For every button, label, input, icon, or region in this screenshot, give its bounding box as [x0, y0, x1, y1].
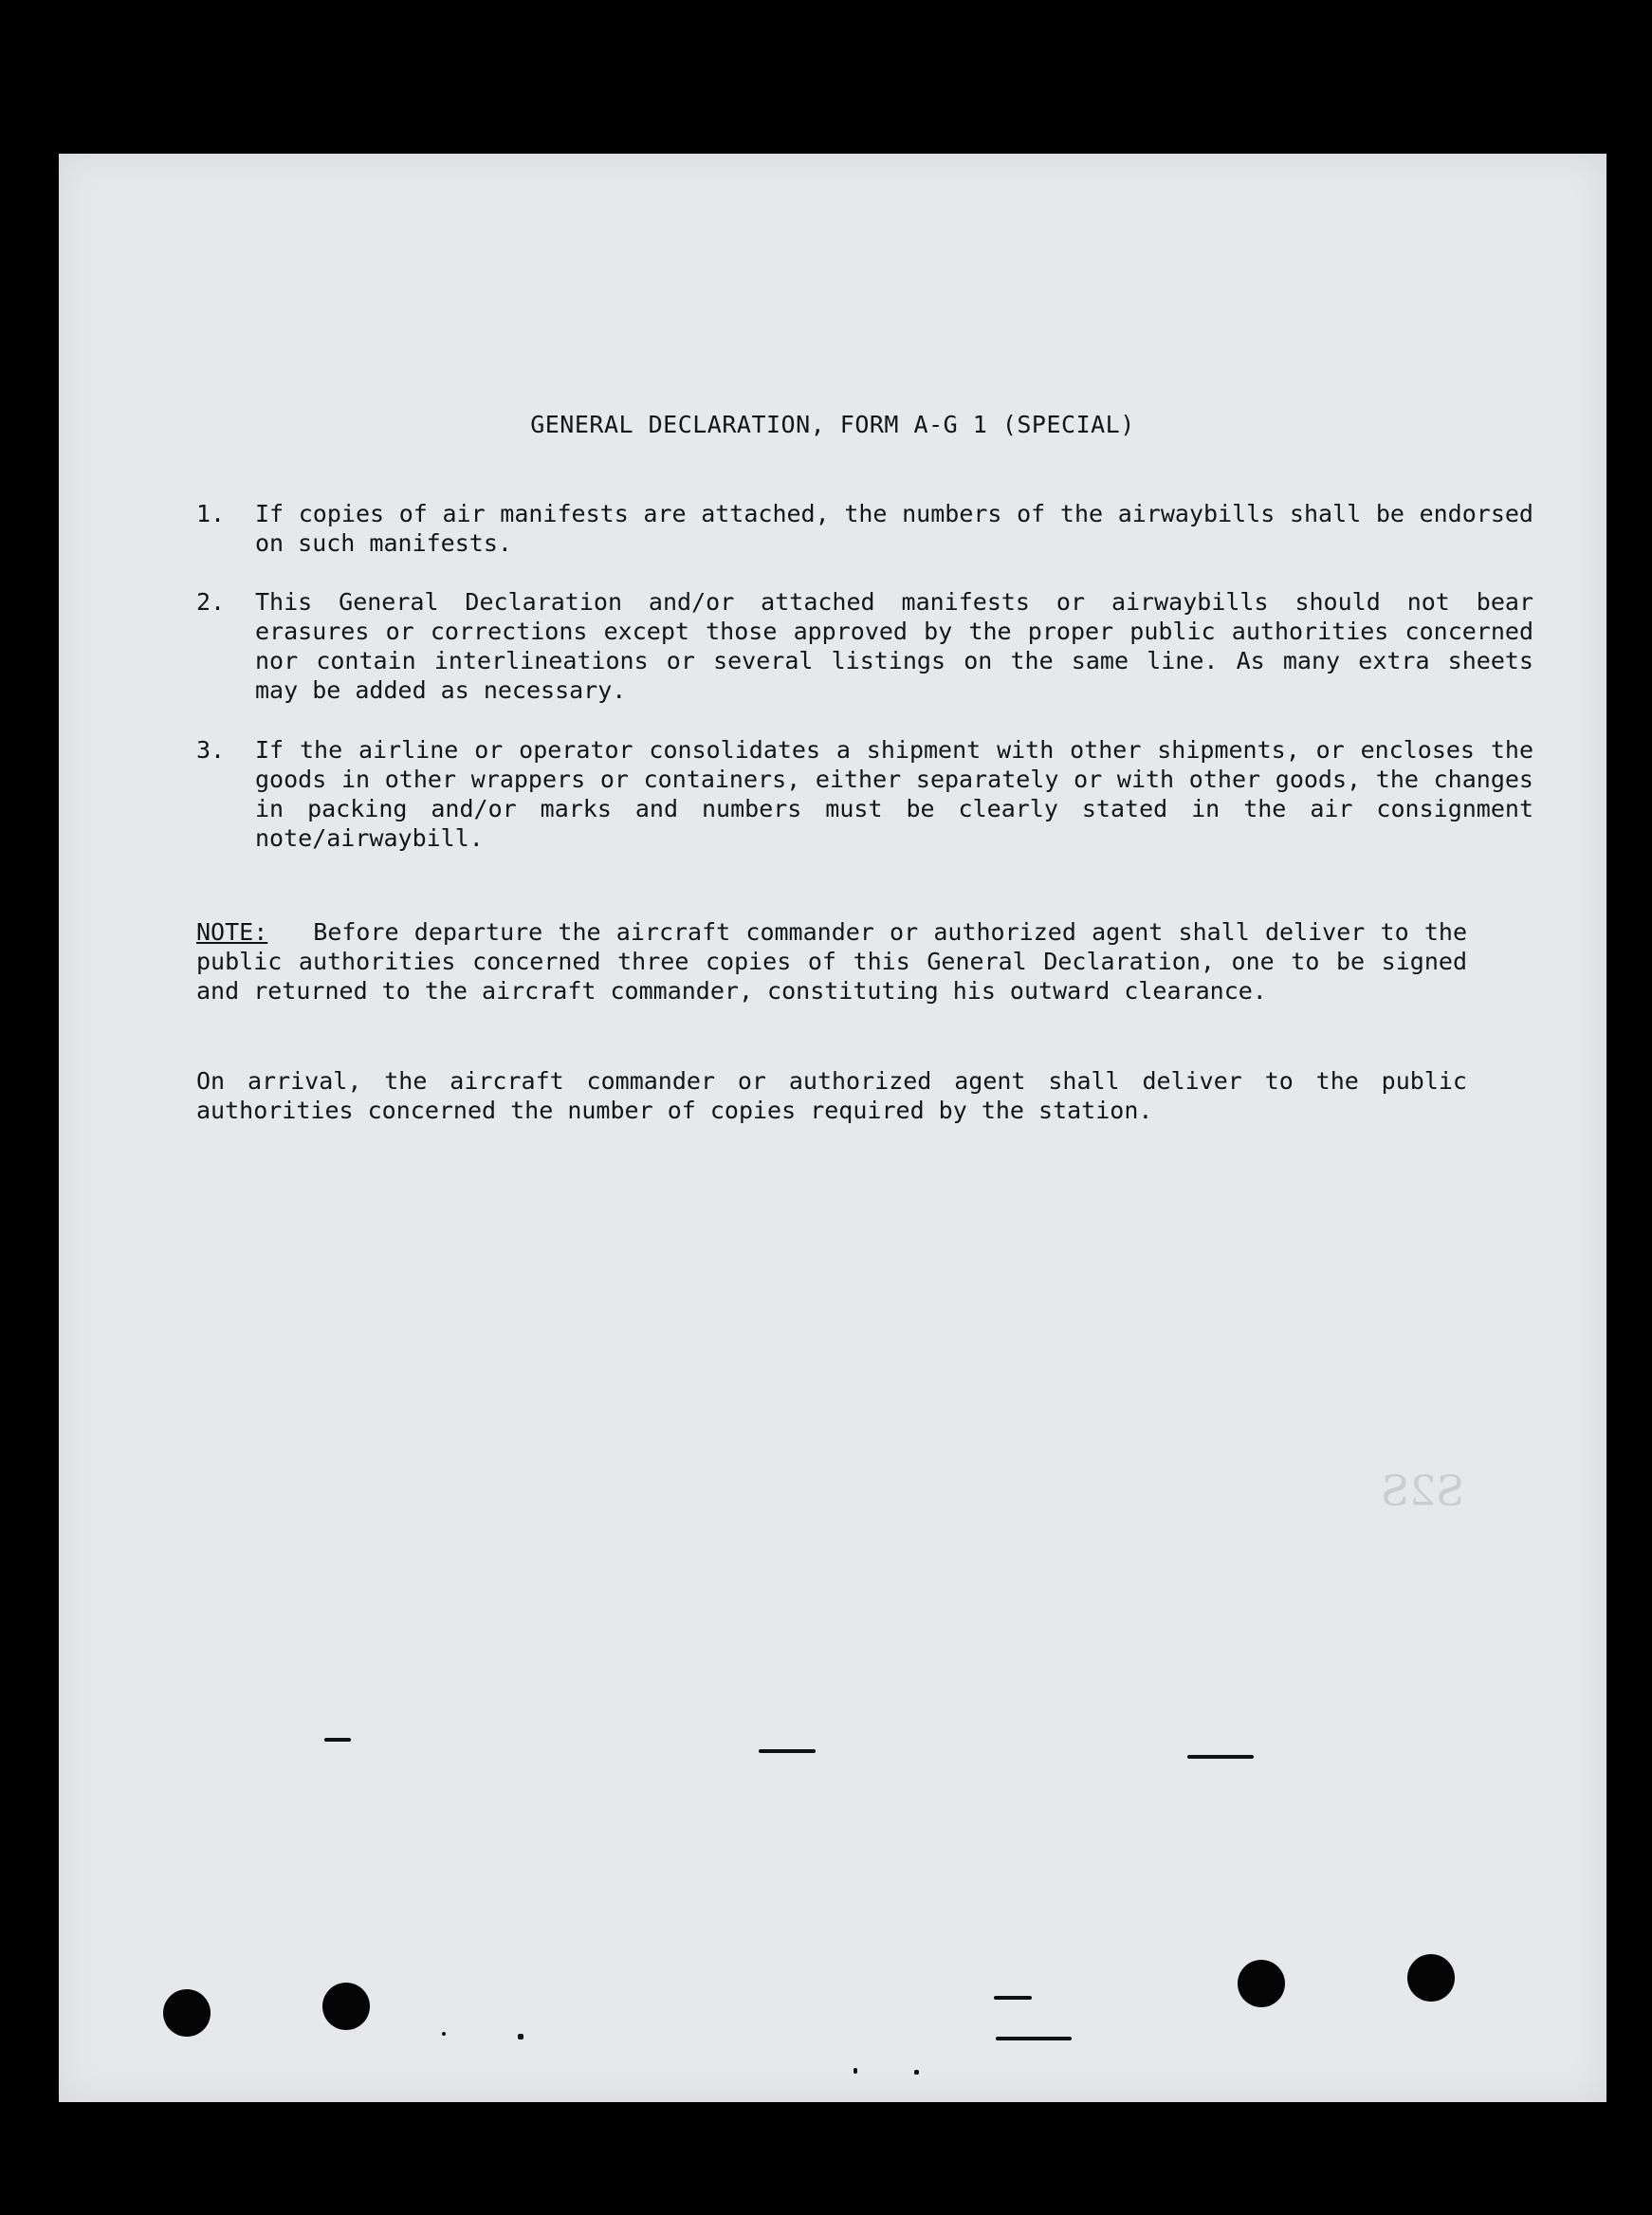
punch-hole [1238, 1960, 1285, 2007]
item-number: 1. [196, 500, 226, 527]
list-item-3 [196, 735, 1533, 853]
speck [996, 2037, 1072, 2040]
punch-hole [1407, 1954, 1455, 2002]
list-item-2 [196, 587, 1533, 705]
list-item-1 [196, 499, 1533, 558]
document-title: GENERAL DECLARATION, FORM A-G 1 (SPECIAL) [530, 411, 1135, 438]
speck [324, 1738, 351, 1742]
punch-hole [322, 1983, 370, 2030]
item-text: This General Declaration and/or attached manifests or airwaybills should not bear erasures or corrections except those approved by the proper public authorities concerned nor contain interlineations or several listings on the same line. As many extra sheets may be added as necessary. [255, 588, 1533, 704]
punch-hole [163, 1989, 211, 2037]
speck [759, 1749, 816, 1753]
item-number: 2. [196, 588, 226, 616]
document-body [59, 154, 1606, 2102]
speck [994, 1996, 1032, 2000]
note-label: NOTE: [196, 918, 268, 946]
note-text: Before departure the aircraft commander or authorized agent shall deliver to the public authorities concerned three copies of this General Declaration, one to be signed and returned to the aircraft commander, constituting his outward clearance. [196, 918, 1467, 1005]
speck [1187, 1755, 1254, 1759]
bleed-through-mark: S2S [1380, 1467, 1464, 1516]
arrival-paragraph: On arrival, the aircraft commander or authorized agent shall deliver to the public authorities concerned the number of copies required by the station. [196, 1067, 1467, 1124]
speck [854, 2068, 857, 2074]
item-number: 3. [196, 736, 226, 764]
item-text: If copies of air manifests are attached, the numbers of the airwaybills shall be endorsed on such manifests. [255, 500, 1533, 557]
document-page [59, 154, 1606, 2102]
speck [442, 2032, 446, 2036]
speck [518, 2034, 523, 2040]
speck [914, 2070, 919, 2075]
note-paragraph [196, 917, 1467, 1006]
item-text: If the airline or operator consolidates a shipment with other shipments, or encloses the goods in other wrappers or containers, either separately or with other goods, the changes in packing and/or marks and numbers must be clearly stated in the air consignment note/airwaybill. [255, 736, 1533, 852]
